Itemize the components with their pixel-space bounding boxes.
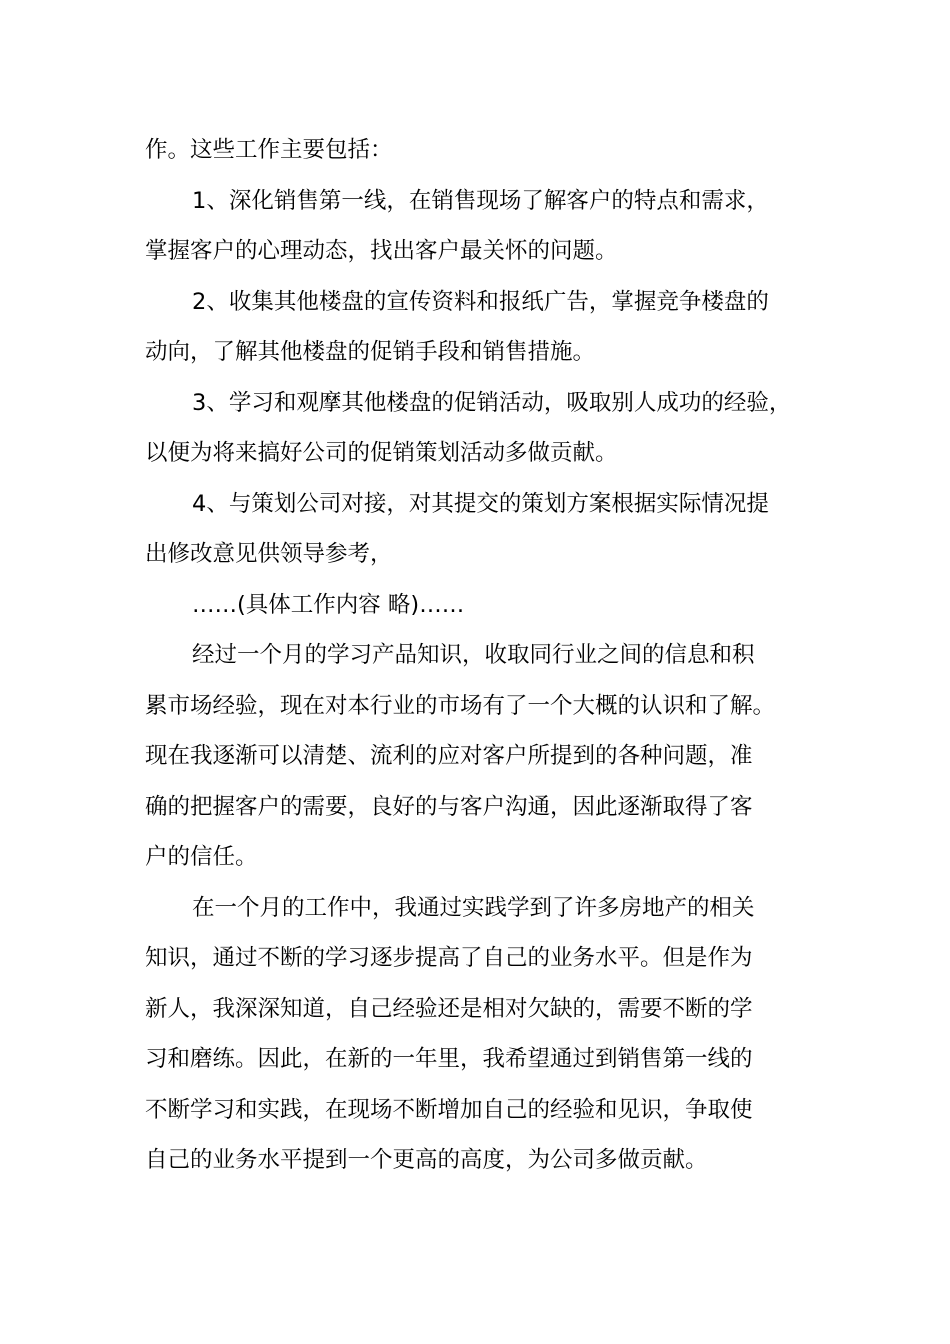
text-line: 1、深化销售第一线，在销售现场了解客户的特点和需求， [192, 187, 769, 214]
text-line: 动向，了解其他楼盘的促销手段和销售措施。 [145, 339, 596, 365]
text-line: 在一个月的工作中，我通过实践学到了许多房地产的相关 [192, 894, 755, 921]
text-line: 作。这些工作主要包括： [145, 137, 393, 163]
text-line: 新人，我深深知道，自己经验还是相对欠缺的，需要不断的学 [145, 995, 753, 1022]
text-line: 累市场经验，现在对本行业的市场有了一个大概的认识和了解。 [145, 692, 776, 719]
text-line: 现在我逐渐可以清楚、流利的应对客户所提到的各种问题，准 [145, 743, 753, 769]
paragraph-conclusion [145, 883, 825, 1186]
text-line: 自己的业务水平提到一个更高的高度，为公司多做贡献。 [145, 1147, 708, 1173]
text-line: 掌握客户的心理动态，找出客户最关怀的问题。 [145, 238, 618, 264]
document-body [145, 125, 825, 1186]
paragraph-item-1 [145, 176, 825, 277]
text-line: 经过一个月的学习产品知识，收取同行业之间的信息和积 [192, 642, 755, 668]
text-line: 户的信任。 [145, 844, 258, 870]
text-line: 2、收集其他楼盘的宣传资料和报纸广告，掌握竞争楼盘的 [192, 288, 769, 315]
text-line: 不断学习和实践，在现场不断增加自己的经验和见识，争取使 [145, 1096, 753, 1123]
paragraph-learning [145, 630, 825, 883]
paragraph-omitted [145, 580, 825, 631]
text-line: 出修改意见供领导参考， [145, 541, 393, 567]
paragraph-intro [145, 125, 825, 176]
text-line: 以便为将来搞好公司的促销策划活动多做贡献。 [145, 440, 618, 466]
text-line: 确的把握客户的需要，良好的与客户沟通，因此逐渐取得了客 [145, 793, 753, 820]
paragraph-item-4 [145, 479, 825, 580]
text-line: ……(具体工作内容 略)…… [192, 591, 465, 618]
text-line: 知识，通过不断的学习逐步提高了自己的业务水平。但是作为 [145, 945, 753, 971]
paragraph-item-2 [145, 277, 825, 378]
text-line: 3、学习和观摩其他楼盘的促销活动，吸取别人成功的经验， [192, 389, 792, 416]
paragraph-item-3 [145, 378, 825, 479]
text-line: 4、与策划公司对接，对其提交的策划方案根据实际情况提 [192, 490, 769, 517]
text-line: 习和磨练。因此，在新的一年里，我希望通过到销售第一线的 [145, 1046, 753, 1072]
